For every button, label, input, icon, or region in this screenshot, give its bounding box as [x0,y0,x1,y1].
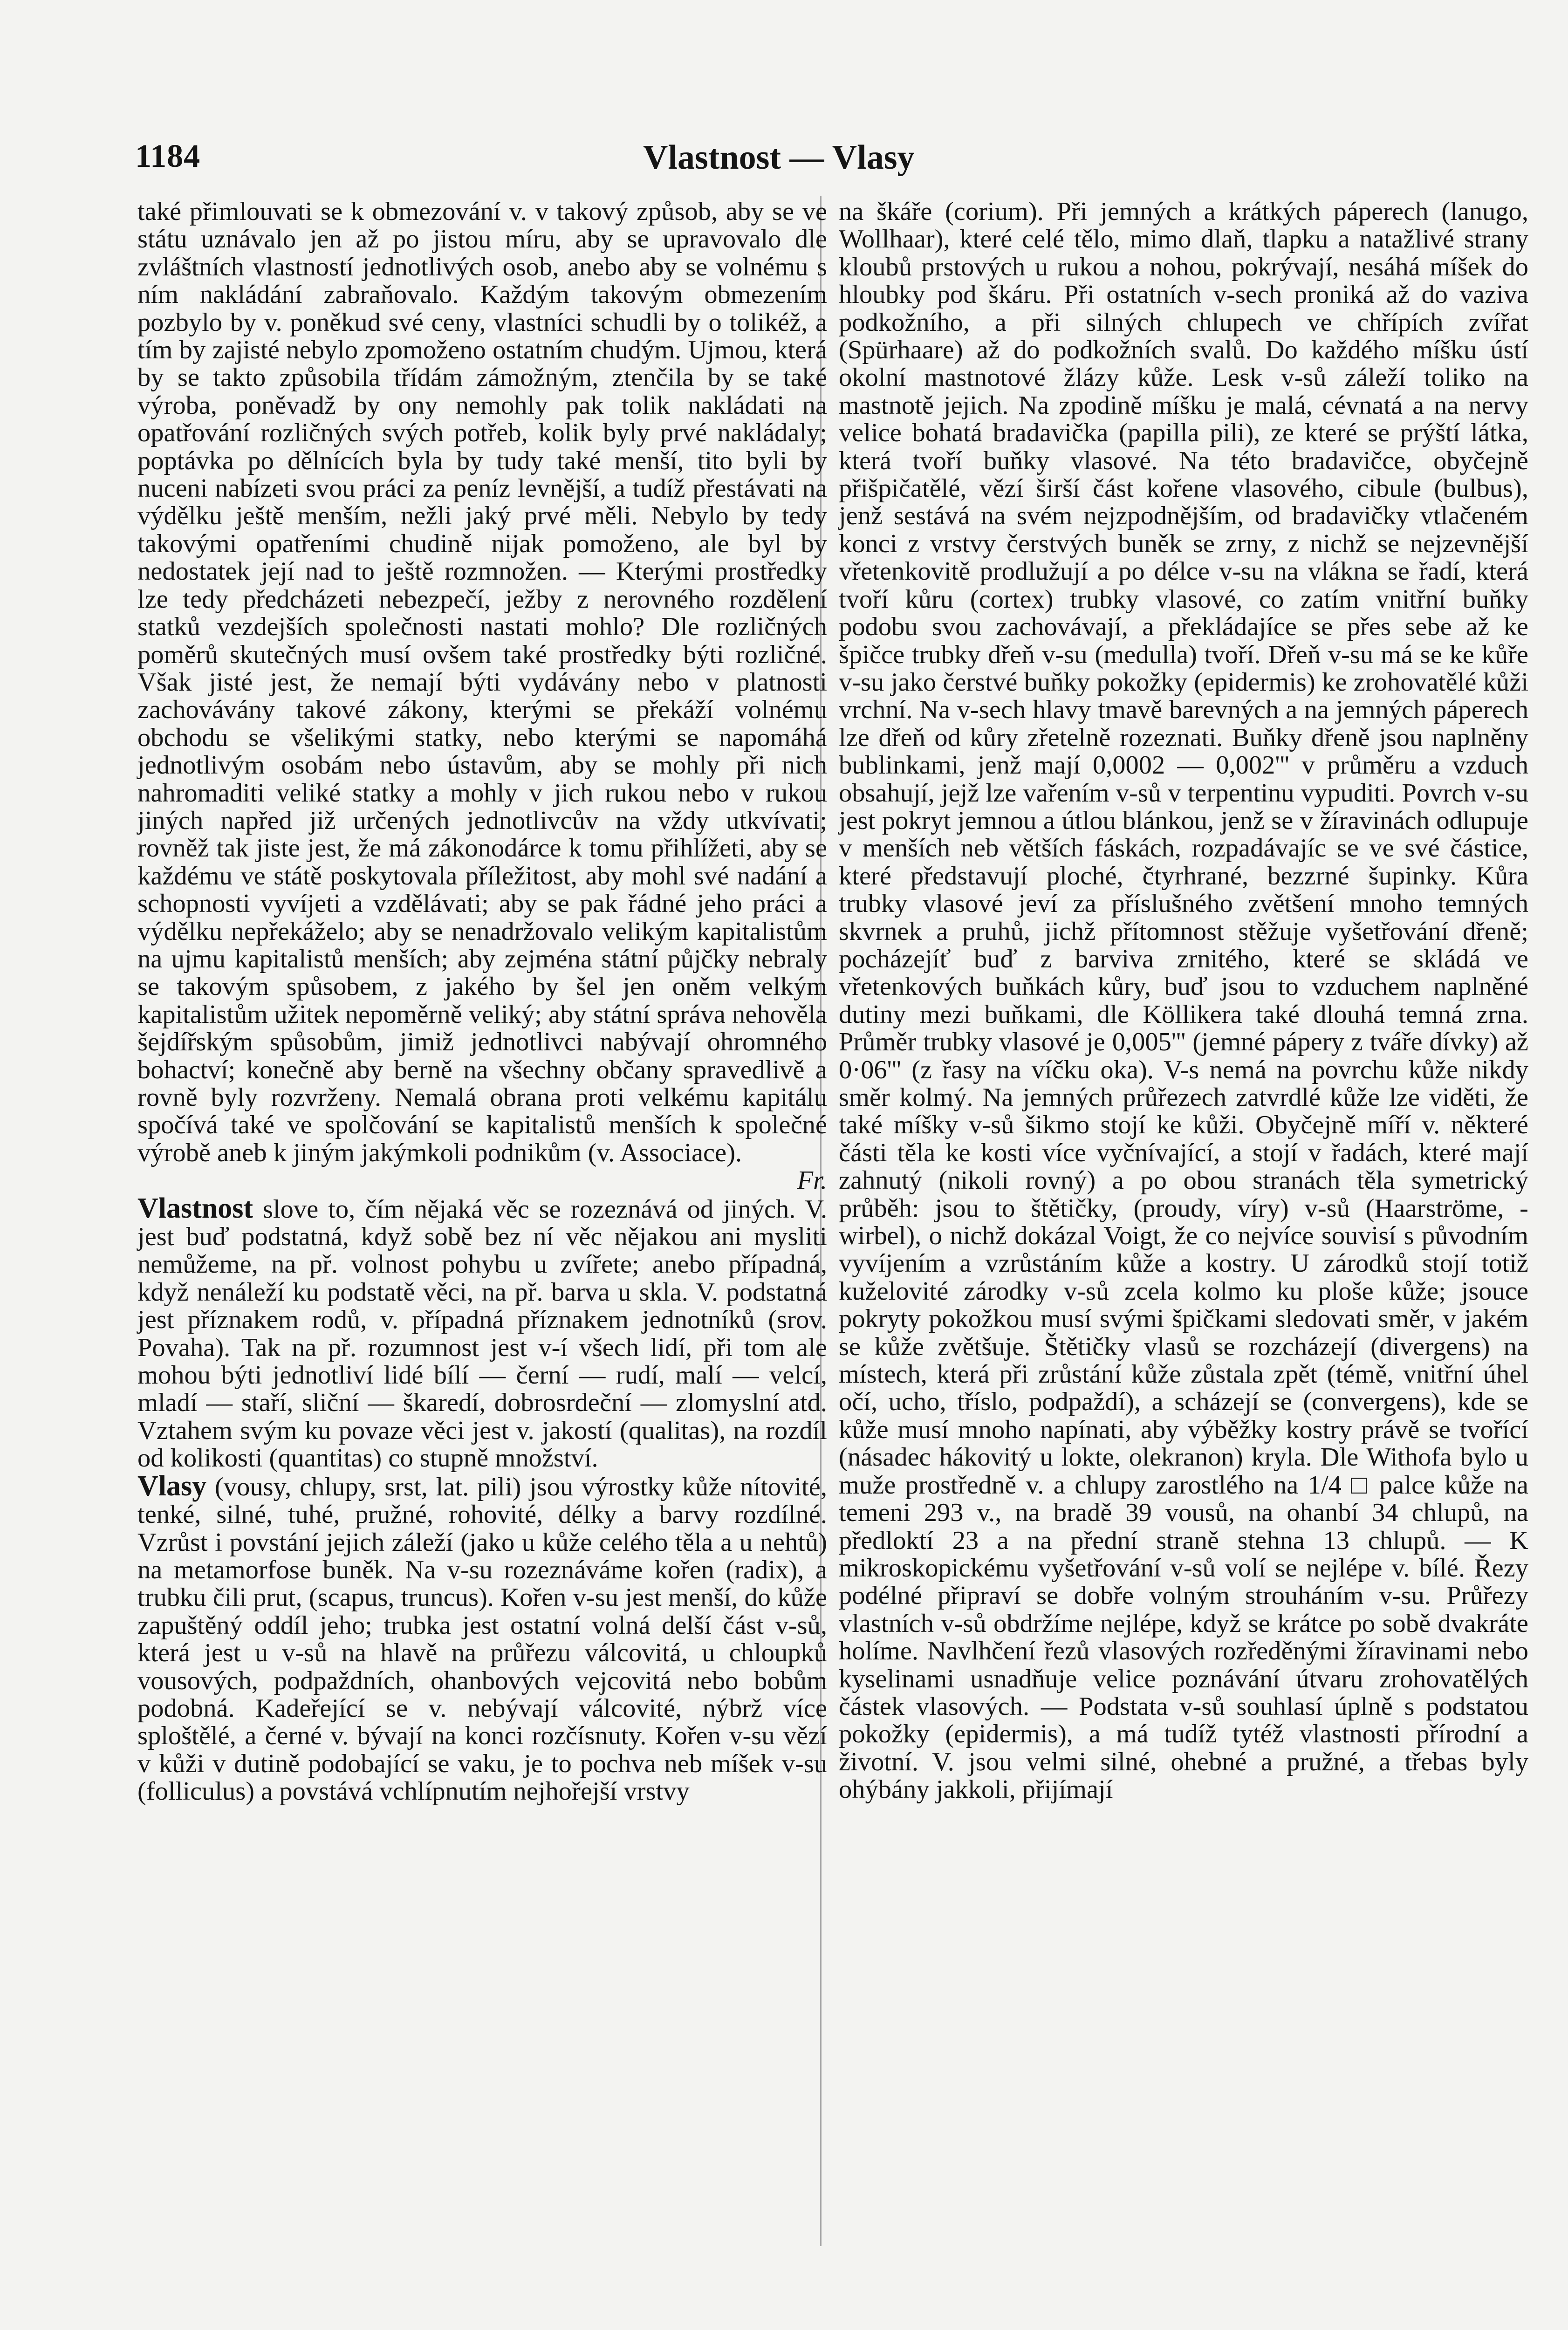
entry-vlasy-text: (vousy, chlupy, srst, lat. pili) jsou výrostky kůže nítovité, tenké, silné, tuhé, pružné, rohovité, délky a barvy rozdílné. Vzrůst i povstání jejich záleží (jako u kůže celého těla a u nehtů) na metamorfose buněk. Na v-su rozeznáváme kořen (radix), a trubku čili prut, (scapus, truncus). Kořen v-su jest menší, do kůže zapuštěný oddíl jeho; trubka jest ostatní volná delší část v-sů, která jest u v-sů na hlavě na průřezu válcovitá, u chloupků vousových, podpaždních, ohanbových vejcovitá nebo bobům podobná. Kadeřející se v. nebývají válcovité, nýbrž více sploštělé, a černé v. bývají na konci rozčísnuty. Kořen v-su vězí v kůži v dutině podobající se vaku, je to pochva neb míšek v-su (folliculus) a povstává vchlípnutím nejhořejší vrstvy [137,1472,827,1806]
paragraph-property-distribution: také přimlouvati se k obmezování v. v takový způsob, aby se ve státu uznávalo jen až po jistou míru, aby se upravovalo dle zvláštních vlastností jednotlivých osob, anebo aby se volnému s ním nakládání zabraňovalo. Každým takovým obmezením pozbylo by v. poněkud své ceny, vlastníci schudli by o tolikéž, a tím by zajisté nebylo zpomoženo ostatním chudým. Ujmou, která by se takto způsobila třídám zámožným, ztenčila by se také výroba, poněvadž by ony nemohly pak tolik nakládati na opatřování rozličných svých potřeb, kolik byly prvé nakládaly; poptávka po dělnících byla by tudy také menší, tito byli by nuceni nabízeti svou práci za peníz levnější, a tudíž přestávati na výdělku ještě menším, nežli jaký prvé měli. Nebylo by tedy takovými opatřeními chudině nijak pomoženo, ale byl by nedostatek její nad to ještě rozmnožen. — Kterými prostředky lze tedy předcházeti nebezpečí, ježby z nerovného rozdělení statků vezdejších společnosti nastati mohlo? Dle rozličných poměrů skutečných musí ovšem také prostředky býti rozličné. Však jisté jest, že nemají býti vydávány nebo v platnosti zachovávány takové zákony, kterými se překáží volnému obchodu se všelikými statky, nebo kterými se napomáhá jednotlivým osobám nebo ústavům, aby se mohly při nich nahromaditi veliké statky a mohly v jich rukou nebo v rukou jiných napřed již určených jednotlivcův na vždy utkvívati; rovněž tak jiste jest, že má zákonodárce k tomu přihlížeti, aby se každému ve státě poskytovala příležitost, aby mohl své nadání a schopnosti vyvíjeti a vzdělávati; aby se pak řádné jeho práci a výdělku nepřekáželo; aby se nenadržovalo velikým kapitalistům na ujmu kapitalistů menších; aby zejména státní půjčky nebraly se takovým spůsobem, z jakého by šel jen oněm velkým kapitalistům užitek nepoměrně veliký; aby státní správa nehověla šejdířským spůsobům, jimiž jednotlivci nabývají ohromného bohactví; konečně aby berně na všechny občany spravedlivě a rovně byly rozvrženy. Nemalá obrana proti velkému kapitálu spočívá také ve spolčování se kapitalistů menších k společné výrobě aneb k jiným jakýmkoli podnikům (v. Associace). [137,197,827,1167]
author-signature: Fr. [797,1166,827,1195]
headword-vlasy: Vlasy [137,1470,207,1502]
page-number: 1184 [135,138,201,174]
author-signature-line [137,1167,827,1194]
left-column [137,198,827,1806]
entry-vlastnost [137,1192,827,1473]
right-column [839,198,1528,1804]
page-header [135,138,1498,189]
entry-vlastnost-text: slove to, čím nějaká věc se rozeznává od jiných. V. jest buď podstatná, když sobě bez ní věc nějakou ani mysliti nemůžeme, na př. volnost pohybu u zvířete; anebo případná, když nenáleží ku podstatě věci, na př. barva u skla. V. podstatná jest příznakem rodů, v. případná příznakem jednotníků (srov. Povaha). Tak na př. rozumnost jest v-í všech lidí, při tom ale mohou býti jednotliví lidé bílí — černí — rudí, malí — velcí, mladí — staří, sliční — škaredí, dobrosrdeční — zlomyslní atd. Vztahem svým ku povaze věci jest v. jakostí (qualitas), na rozdíl od kolikosti (quantitas) co stupně množství. [137,1194,827,1473]
running-head: Vlastnost — Vlasy [643,138,915,177]
headword-vlastnost: Vlastnost [137,1192,253,1224]
entry-vlasy-continued: na škáře (corium). Při jemných a krátkých páperech (lanugo, Wollhaar), které celé tělo, mimo dlaň, tlapku a natažlivé strany kloubů prstových u rukou a nohou, pokrývají, nesáhá míšek do hloubky pod škáru. Při ostatních v-sech proniká až do vaziva podkožního, a při silných chlupech ve chřípích zvířat (Spürhaare) až do podkožních svalů. Do každého míšku ústí okolní mastnotové žlázy kůže. Lesk v-sů záleží toliko na mastnotě jejich. Na zpodině míšku je malá, cévnatá a na nervy velice bohatá bradavička (papilla pili), ze které se prýští látka, která tvoří buňky vlasové. Na této bradavičce, obyčejně přišpičatělé, vězí širší část kořene vlasového, cibule (bulbus), jenž sestává na svém nejzpodnějším, od bradavičky vtlačeném konci z vrstvy čerstvých buněk se zrny, z nichž se nejzevnější vřetenkovitě prodlužují a po délce v-su na vlákna se řadí, která tvoří kůru (cortex) trubky vlasové, co zatím vnitřní buňky podobu svou zachovávají, a překládajíce se přes sebe až ke špičce trubky dřeň v-su (medulla) tvoří. Dřeň v-su má se ke kůře v-su jako čerstvé buňky pokožky (epidermis) ke zrohovatělé kůži vrchní. Na v-sech hlavy tmavě barevných a na jemných páperech lze dřeň od kůry zřetelně rozeznati. Buňky dřeně jsou naplněny bublinkami, jenž mají 0,0002 — 0,002''' v průměru a vzduch obsahují, jejž lze vařením v-sů v terpentinu vypuditi. Povrch v-su jest pokryt jemnou a útlou blánkou, jenž se v žíravinách odlupuje v menších neb větších fáskách, rozpadávajíc se ve své částice, které představují ploché, čtyrhrané, bezzrné šupinky. Kůra trubky vlasové jeví za příslušného zvětšení mnoho temných skvrnek a pruhů, jichž přítomnost stěžuje vyšetřování dřeně; pocházejíť buď z barviva zrnitého, které se skládá ve vřetenkových buňkách kůry, buď jsou to vzduchem naplněné dutiny mezi buňkami, dle Köllikera také dlouhá temná zrna. Průměr trubky vlasové je 0,005''' (jemné pápery z tváře dívky) až 0·06''' (z řasy na víčku oka). V-s nemá na povrchu kůže nikdy směr kolmý. Na jemných průřezech zatvrdlé kůže lze viděti, že také míšky v-sů šikmo stojí ke kůži. Obyčejně míří v. některé části těla ke kosti více vyčnívající, a stojí v řadách, které mají zahnutý (nikoli rovný) a po obou stranách těla symetrický průběh: jsou to štětičky, (proudy, víry) v-sů (Haarströme, -wirbel), o nichž dokázal Voigt, že co nejvíce souvisí s původním vyvíjením a vzrůstáním kůže a kostry. U zárodků stojí totiž kuželovité zárodky v-sů zcela kolmo ku ploše kůže; jsouce pokryty pokožkou musí svými špičkami sledovati směr, v jakém se kůže zvětšuje. Štětičky vlasů se rozcházejí (divergens) na místech, která při zrůstání kůže zůstala zpět (témě, vnitřní úhel očí, ucho, tříslo, podpaždí), a scházejí se (convergens), kde se kůže musí mnoho napínati, aby výběžky kostry právě se tvořící (násadec hákovitý u lokte, olekranon) kryla. Dle Withofa bylo u muže prostředně v. a chlupy zarostlého na 1/4 □ palce kůže na temeni 293 v., na bradě 39 vousů, na ohanbí 34 chlupů, na předloktí 23 a na přední straně stehna 13 chlupů. — K mikroskopickému vyšetřování v-sů volí se nejlépe v. bílé. Řezy podélné připraví se dobře volným strouháním v-su. Průřezy vlastních v-sů obdržíme nejlépe, když se krátce po sobě dvakráte holíme. Navlhčení řezů vlasových rozředěnými žíravinami nebo kyselinami usnadňuje velice poznávání útvaru zrohovatělých částek vlasových. — Podstata v-sů souhlasí úplně s podstatou pokožky (epidermis), a má tudíž tytéž vlastnosti přírodní a životní. V. jsou velmi silné, ohebné a pružné, a třebas byly ohýbány jakkoli, přijímají [839,197,1528,1804]
entry-vlasy [137,1470,827,1806]
